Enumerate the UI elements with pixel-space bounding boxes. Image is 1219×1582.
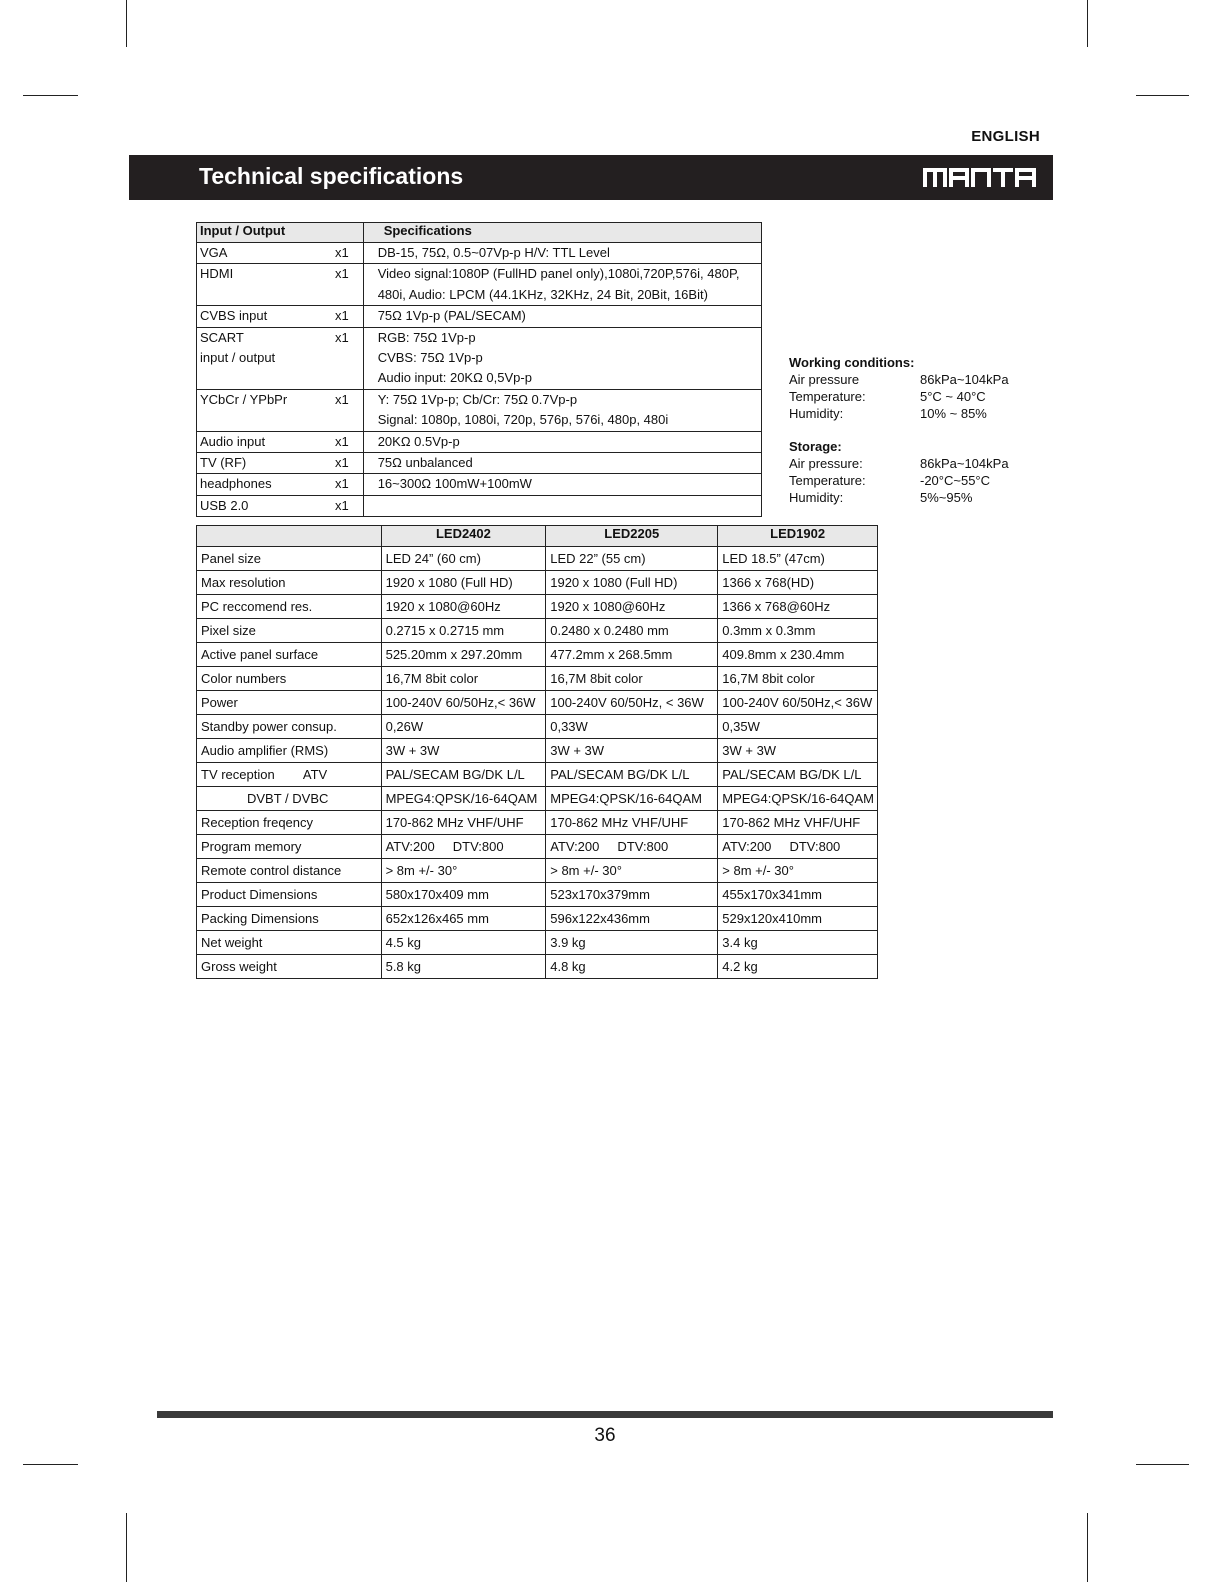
io-port-count-text: x1 (334, 497, 349, 513)
io-row (197, 389, 762, 431)
led-cell: LED 24” (60 cm) (381, 547, 546, 571)
led-models-table (196, 525, 878, 979)
io-port-count-text: x1 (334, 454, 349, 470)
storage-row (789, 456, 1009, 473)
led-row (197, 571, 878, 595)
led-row (197, 763, 878, 787)
led-cell: MPEG4:QPSK/16-64QAM (718, 787, 878, 811)
led-cell: PAL/SECAM BG/DK L/L (718, 763, 878, 787)
led-header-row (197, 526, 878, 547)
io-port-name-line: TV (RF) (200, 454, 247, 470)
io-row (197, 306, 762, 327)
io-port-spec-line: 75Ω unbalanced (377, 454, 473, 470)
led-cell: 170-862 MHz VHF/UHF (546, 811, 718, 835)
storage-label: Air pressure: (789, 456, 863, 471)
io-port-spec-line: Video signal:1080P (FullHD panel only),1080i,720P,576i, 480P, (377, 266, 740, 282)
io-port-spec-line: DB-15, 75Ω, 0.5~07Vp-p H/V: TTL Level (377, 245, 610, 260)
led-cell: 596x122x436mm (546, 907, 718, 931)
led-row-label: Reception freqency (197, 811, 382, 835)
led-cell: 0,33W (546, 715, 718, 739)
working-conditions-row (789, 406, 987, 423)
io-row (197, 431, 762, 452)
crop-mark (126, 0, 127, 47)
crop-mark (1087, 1513, 1088, 1582)
condition-label: Humidity: (789, 406, 844, 421)
condition-value: 5°C ~ 40°C (920, 389, 986, 404)
storage-title: Storage: (789, 439, 842, 454)
language-label: ENGLISH (971, 128, 1040, 145)
io-header-row (197, 223, 762, 243)
led-row (197, 619, 878, 643)
io-port-spec-line: 75Ω 1Vp-p (PAL/SECAM) (377, 308, 526, 324)
led-cell: 1920 x 1080@60Hz (546, 595, 718, 619)
crop-mark (1136, 95, 1189, 96)
io-port-name-line: input / output (200, 349, 276, 365)
led-cell: 477.2mm x 268.5mm (546, 643, 718, 667)
crop-mark (1087, 0, 1088, 47)
io-port-spec (363, 474, 761, 495)
led-row-label: Pixel size (197, 619, 382, 643)
led-row-label: DVBT / DVBC (197, 787, 382, 811)
io-port-name-line: SCART (200, 329, 244, 345)
io-port-spec (363, 495, 761, 516)
led-cell: ATV:200 DTV:800 (546, 835, 718, 859)
led-row (197, 691, 878, 715)
led-cell: 1920 x 1080 (Full HD) (381, 571, 546, 595)
io-port-spec (363, 264, 761, 306)
led-cell: MPEG4:QPSK/16-64QAM (546, 787, 718, 811)
io-port-count (322, 431, 364, 452)
io-port-name-line: USB 2.0 (200, 497, 249, 513)
storage-value: -20°C~55°C (920, 473, 991, 488)
led-cell: 16,7M 8bit color (718, 667, 878, 691)
led-row-label: Active panel surface (197, 643, 382, 667)
led-table-body (197, 547, 878, 979)
io-port-count-text: x1 (334, 391, 349, 407)
storage-row (789, 473, 991, 490)
led-header-model: LED2402 (381, 526, 546, 547)
io-port-spec-line: CVBS: 75Ω 1Vp-p (377, 349, 483, 365)
io-port-count-text: x1 (334, 476, 349, 492)
led-cell: 1920 x 1080 (Full HD) (546, 571, 718, 595)
led-row (197, 811, 878, 835)
io-header-spec-label: Specifications (383, 223, 472, 238)
led-cell: 652x126x465 mm (381, 907, 546, 931)
led-row (197, 547, 878, 571)
led-row (197, 667, 878, 691)
io-table-body (197, 243, 762, 517)
io-row (197, 243, 762, 264)
led-row (197, 715, 878, 739)
led-row-label: Net weight (197, 931, 382, 955)
led-row (197, 595, 878, 619)
led-cell: 3W + 3W (381, 739, 546, 763)
io-port-count-text: x1 (334, 308, 349, 324)
led-header-blank (197, 526, 382, 547)
io-port-name (197, 495, 322, 516)
io-port-count (322, 243, 364, 264)
led-row-label: Max resolution (197, 571, 382, 595)
storage-label: Temperature: (789, 473, 866, 488)
title-band (129, 155, 1053, 200)
io-port-name-line: HDMI (200, 266, 234, 282)
led-cell: 409.8mm x 230.4mm (718, 643, 878, 667)
footer-bar (157, 1411, 1053, 1418)
io-port-name-line: VGA (200, 245, 228, 260)
io-port-name-line: Audio input (200, 433, 266, 449)
led-row-label: Panel size (197, 547, 382, 571)
io-port-count (322, 474, 364, 495)
io-port-spec (363, 452, 761, 473)
led-cell: 16,7M 8bit color (381, 667, 546, 691)
io-port-spec-line (378, 496, 758, 516)
io-port-spec (363, 389, 761, 431)
io-port-name (197, 431, 322, 452)
led-cell: ATV:200 DTV:800 (381, 835, 546, 859)
led-cell: 100-240V 60/50Hz,< 36W (718, 691, 878, 715)
io-port-spec-line: 20KΩ 0.5Vp-p (377, 433, 460, 449)
io-port-count (322, 389, 364, 431)
io-port-name-line: CVBS input (200, 308, 268, 324)
led-cell: 580x170x409 mm (381, 883, 546, 907)
io-port-name (197, 327, 322, 389)
led-row-label: PC reccomend res. (197, 595, 382, 619)
led-row-label: Power (197, 691, 382, 715)
storage-value: 5%~95% (920, 490, 973, 505)
io-header-spec (363, 223, 761, 243)
io-port-name (197, 243, 322, 264)
io-row (197, 495, 762, 516)
io-port-spec-line: Audio input: 20KΩ 0,5Vp-p (377, 370, 532, 386)
led-cell: 4.8 kg (546, 955, 718, 979)
led-cell: 170-862 MHz VHF/UHF (381, 811, 546, 835)
io-port-name-line: YCbCr / YPbPr (200, 391, 288, 407)
led-row-label: Standby power consup. (197, 715, 382, 739)
io-port-count (322, 327, 364, 389)
led-cell: 170-862 MHz VHF/UHF (718, 811, 878, 835)
led-cell: 0.3mm x 0.3mm (718, 619, 878, 643)
led-cell: 5.8 kg (381, 955, 546, 979)
page-number: 36 (594, 1425, 616, 1446)
led-row (197, 835, 878, 859)
condition-label: Temperature: (789, 389, 866, 404)
led-cell: PAL/SECAM BG/DK L/L (381, 763, 546, 787)
io-spec-table (196, 222, 762, 517)
io-row (197, 327, 762, 389)
led-cell: 16,7M 8bit color (546, 667, 718, 691)
io-port-name (197, 306, 322, 327)
led-cell: 3.4 kg (718, 931, 878, 955)
led-cell: 525.20mm x 297.20mm (381, 643, 546, 667)
led-cell: 100-240V 60/50Hz, < 36W (546, 691, 718, 715)
io-port-count-text: x1 (334, 329, 349, 345)
io-port-count (322, 264, 364, 306)
led-cell: 3W + 3W (718, 739, 878, 763)
led-cell: > 8m +/- 30° (718, 859, 878, 883)
working-conditions-title: Working conditions: (789, 355, 915, 370)
led-row (197, 643, 878, 667)
io-port-spec-line: RGB: 75Ω 1Vp-p (377, 329, 476, 345)
led-row (197, 787, 878, 811)
led-cell: 0.2480 x 0.2480 mm (546, 619, 718, 643)
led-cell: MPEG4:QPSK/16-64QAM (381, 787, 546, 811)
io-port-spec (363, 306, 761, 327)
io-port-count (322, 452, 364, 473)
storage-conditions (789, 439, 1009, 507)
led-cell: 1366 x 768@60Hz (718, 595, 878, 619)
io-header-name: Input / Output (197, 223, 364, 243)
io-port-spec-line: 480i, Audio: LPCM (44.1KHz, 32KHz, 24 Bit, 20Bit, 16Bit) (377, 286, 708, 302)
led-row-label: Packing Dimensions (197, 907, 382, 931)
led-row (197, 931, 878, 955)
io-port-count (322, 495, 364, 516)
led-cell: LED 22” (55 cm) (546, 547, 718, 571)
io-port-count-text: x1 (334, 266, 349, 282)
led-cell: 0,26W (381, 715, 546, 739)
working-conditions (789, 355, 1009, 423)
io-port-name (197, 452, 322, 473)
led-header-model: LED2205 (546, 526, 718, 547)
brand-logo (923, 167, 1037, 192)
io-port-name (197, 389, 322, 431)
led-row (197, 907, 878, 931)
led-cell: 0.2715 x 0.2715 mm (381, 619, 546, 643)
crop-mark (23, 1464, 78, 1465)
led-row-label: TV reception ATV (197, 763, 382, 787)
io-port-spec-line: Y: 75Ω 1Vp-p; Cb/Cr: 75Ω 0.7Vp-p (377, 391, 578, 407)
led-cell: 100-240V 60/50Hz,< 36W (381, 691, 546, 715)
io-port-spec (363, 327, 761, 389)
crop-mark (1136, 1464, 1189, 1465)
led-cell: 3.9 kg (546, 931, 718, 955)
led-cell: 1366 x 768(HD) (718, 571, 878, 595)
led-row-label: Remote control distance (197, 859, 382, 883)
io-port-count-text: x1 (334, 245, 349, 260)
io-row (197, 452, 762, 473)
led-cell: 523x170x379mm (546, 883, 718, 907)
io-port-name (197, 474, 322, 495)
led-row (197, 955, 878, 979)
working-conditions-row (789, 389, 986, 406)
led-row (197, 859, 878, 883)
led-cell: PAL/SECAM BG/DK L/L (546, 763, 718, 787)
crop-mark (23, 95, 78, 96)
led-cell: 4.5 kg (381, 931, 546, 955)
led-row-label: Program memory (197, 835, 382, 859)
led-row (197, 883, 878, 907)
crop-mark (126, 1513, 127, 1582)
io-port-count-text: x1 (334, 433, 349, 449)
io-port-name (197, 264, 322, 306)
storage-value: 86kPa~104kPa (920, 456, 1009, 471)
io-port-spec (363, 431, 761, 452)
io-port-count (322, 306, 364, 327)
led-cell: ATV:200 DTV:800 (718, 835, 878, 859)
io-port-name-line: headphones (200, 476, 272, 492)
led-cell: 455x170x341mm (718, 883, 878, 907)
condition-value: 86kPa~104kPa (920, 372, 1009, 387)
io-port-spec-line: 16~300Ω 100mW+100mW (377, 476, 532, 492)
storage-row (789, 490, 973, 507)
led-row-label: Audio amplifier (RMS) (197, 739, 382, 763)
led-header-model: LED1902 (718, 526, 878, 547)
led-row-label: Product Dimensions (197, 883, 382, 907)
led-row-label: Color numbers (197, 667, 382, 691)
led-cell: > 8m +/- 30° (381, 859, 546, 883)
storage-label: Humidity: (789, 490, 844, 505)
led-cell: 4.2 kg (718, 955, 878, 979)
led-cell: LED 18.5” (47cm) (718, 547, 878, 571)
led-cell: 1920 x 1080@60Hz (381, 595, 546, 619)
page-title: Technical specifications (199, 163, 464, 189)
led-row (197, 739, 878, 763)
led-cell: 0,35W (718, 715, 878, 739)
condition-value: 10% ~ 85% (920, 406, 987, 421)
io-row (197, 474, 762, 495)
working-conditions-row (789, 372, 1009, 389)
io-port-spec-line: Signal: 1080p, 1080i, 720p, 576p, 576i, 480p, 480i (377, 412, 669, 428)
io-port-spec (363, 243, 761, 264)
condition-label: Air pressure (789, 372, 860, 387)
led-cell: > 8m +/- 30° (546, 859, 718, 883)
led-cell: 3W + 3W (546, 739, 718, 763)
led-cell: 529x120x410mm (718, 907, 878, 931)
io-row (197, 264, 762, 306)
led-row-label: Gross weight (197, 955, 382, 979)
